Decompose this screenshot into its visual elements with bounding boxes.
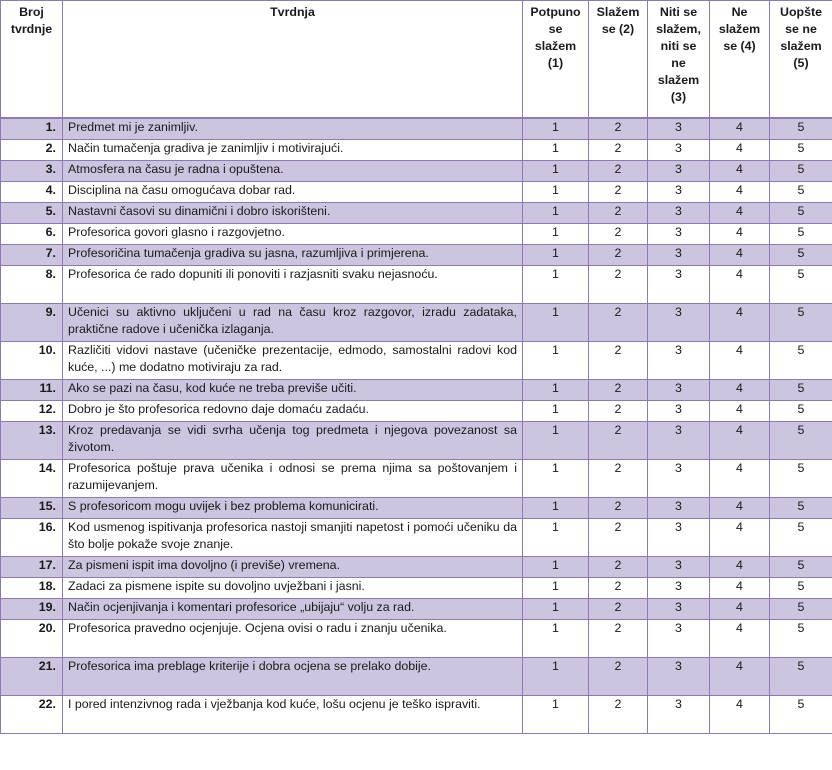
table-row [1, 161, 832, 182]
statement-text: Ako se pazi na času, kod kuće ne treba previše učiti. [63, 380, 523, 401]
scale-option-3: 3 [648, 401, 710, 422]
scale-option-5: 5 [770, 401, 832, 422]
statement-text: S profesoricom mogu uvijek i bez problema komunicirati. [63, 498, 523, 519]
statement-number: 13. [1, 422, 63, 460]
scale-option-1: 1 [523, 224, 589, 245]
scale-option-1: 1 [523, 304, 589, 342]
scale-option-2: 2 [589, 422, 648, 460]
statement-text: I pored intenzivnog rada i vježbanja kod kuće, lošu ocjenu je teško ispraviti. [63, 696, 523, 734]
scale-option-4: 4 [710, 224, 770, 245]
statement-number: 2. [1, 140, 63, 161]
header-scale-2: Slažem se (2) [589, 1, 648, 119]
scale-option-4: 4 [710, 342, 770, 380]
scale-option-4: 4 [710, 182, 770, 203]
table-row [1, 266, 832, 304]
scale-option-3: 3 [648, 203, 710, 224]
table-row [1, 380, 832, 401]
scale-option-2: 2 [589, 401, 648, 422]
header-scale-4: Ne slažem se (4) [710, 1, 770, 119]
scale-option-3: 3 [648, 380, 710, 401]
scale-option-5: 5 [770, 380, 832, 401]
statement-number: 6. [1, 224, 63, 245]
table-row [1, 599, 832, 620]
scale-option-3: 3 [648, 266, 710, 304]
scale-option-2: 2 [589, 118, 648, 140]
scale-option-1: 1 [523, 266, 589, 304]
statement-number: 12. [1, 401, 63, 422]
scale-option-1: 1 [523, 118, 589, 140]
scale-option-4: 4 [710, 140, 770, 161]
statement-text: Profesorica će rado dopuniti ili ponoviti i razjasniti svaku nejasnoću. [63, 266, 523, 304]
scale-option-3: 3 [648, 182, 710, 203]
scale-option-1: 1 [523, 578, 589, 599]
table-row [1, 460, 832, 498]
scale-option-4: 4 [710, 161, 770, 182]
scale-option-5: 5 [770, 578, 832, 599]
scale-option-3: 3 [648, 599, 710, 620]
scale-option-2: 2 [589, 696, 648, 734]
scale-option-5: 5 [770, 304, 832, 342]
statement-number: 21. [1, 658, 63, 696]
header-statement-number: Broj tvrdnje [1, 1, 63, 119]
table-header [1, 1, 832, 119]
scale-option-2: 2 [589, 380, 648, 401]
scale-option-4: 4 [710, 118, 770, 140]
table-row [1, 696, 832, 734]
scale-option-4: 4 [710, 557, 770, 578]
table-row [1, 557, 832, 578]
scale-option-4: 4 [710, 401, 770, 422]
scale-option-3: 3 [648, 118, 710, 140]
scale-option-5: 5 [770, 140, 832, 161]
scale-option-5: 5 [770, 266, 832, 304]
table-row [1, 245, 832, 266]
header-statement: Tvrdnja [63, 1, 523, 119]
scale-option-3: 3 [648, 245, 710, 266]
scale-option-2: 2 [589, 578, 648, 599]
statement-number: 9. [1, 304, 63, 342]
scale-option-4: 4 [710, 266, 770, 304]
table-row [1, 422, 832, 460]
scale-option-5: 5 [770, 203, 832, 224]
scale-option-1: 1 [523, 380, 589, 401]
scale-option-4: 4 [710, 460, 770, 498]
scale-option-5: 5 [770, 422, 832, 460]
table-row [1, 620, 832, 658]
scale-option-2: 2 [589, 182, 648, 203]
scale-option-2: 2 [589, 658, 648, 696]
scale-option-2: 2 [589, 620, 648, 658]
statement-text: Profesorica poštuje prava učenika i odnosi se prema njima sa poštovanjem i razumijevanjem. [63, 460, 523, 498]
statement-number: 19. [1, 599, 63, 620]
scale-option-3: 3 [648, 519, 710, 557]
statement-text: Različiti vidovi nastave (učeničke prezentacije, edmodo, samostalni radovi kod kuće, ...) me dodatno motiviraju za rad. [63, 342, 523, 380]
scale-option-4: 4 [710, 422, 770, 460]
scale-option-5: 5 [770, 161, 832, 182]
statement-number: 10. [1, 342, 63, 380]
scale-option-5: 5 [770, 118, 832, 140]
table-row [1, 182, 832, 203]
statement-text: Disciplina na času omogućava dobar rad. [63, 182, 523, 203]
scale-option-1: 1 [523, 161, 589, 182]
scale-option-5: 5 [770, 599, 832, 620]
statement-text: Učenici su aktivno uključeni u rad na času kroz razgovor, izradu zadataka, praktične radove i učenička izlaganja. [63, 304, 523, 342]
scale-option-5: 5 [770, 342, 832, 380]
scale-option-1: 1 [523, 401, 589, 422]
statement-text: Atmosfera na času je radna i opuštena. [63, 161, 523, 182]
scale-option-4: 4 [710, 498, 770, 519]
statement-text: Za pismeni ispit ima dovoljno (i previše) vremena. [63, 557, 523, 578]
statement-number: 15. [1, 498, 63, 519]
statement-text: Način ocjenjivanja i komentari profesorice „ubijaju“ volju za rad. [63, 599, 523, 620]
statement-number: 7. [1, 245, 63, 266]
statement-text: Zadaci za pismene ispite su dovoljno uvježbani i jasni. [63, 578, 523, 599]
scale-option-3: 3 [648, 578, 710, 599]
table-row [1, 498, 832, 519]
scale-option-4: 4 [710, 519, 770, 557]
scale-option-1: 1 [523, 422, 589, 460]
statement-text: Način tumačenja gradiva je zanimljiv i motivirajući. [63, 140, 523, 161]
table-row [1, 203, 832, 224]
scale-option-5: 5 [770, 519, 832, 557]
scale-option-5: 5 [770, 460, 832, 498]
statement-number: 22. [1, 696, 63, 734]
scale-option-1: 1 [523, 140, 589, 161]
scale-option-1: 1 [523, 182, 589, 203]
scale-option-5: 5 [770, 498, 832, 519]
table-row [1, 118, 832, 140]
scale-option-3: 3 [648, 422, 710, 460]
statement-number: 3. [1, 161, 63, 182]
scale-option-4: 4 [710, 696, 770, 734]
scale-option-3: 3 [648, 460, 710, 498]
statement-number: 1. [1, 118, 63, 140]
scale-option-3: 3 [648, 498, 710, 519]
scale-option-2: 2 [589, 342, 648, 380]
scale-option-5: 5 [770, 696, 832, 734]
statement-number: 5. [1, 203, 63, 224]
scale-option-1: 1 [523, 658, 589, 696]
scale-option-1: 1 [523, 498, 589, 519]
scale-option-4: 4 [710, 304, 770, 342]
statement-text: Dobro je što profesorica redovno daje domaću zadaću. [63, 401, 523, 422]
scale-option-5: 5 [770, 224, 832, 245]
scale-option-1: 1 [523, 519, 589, 557]
statement-text: Profesorica pravedno ocjenjuje. Ocjena ovisi o radu i znanju učenika. [63, 620, 523, 658]
statement-number: 20. [1, 620, 63, 658]
table-row [1, 658, 832, 696]
statement-number: 16. [1, 519, 63, 557]
header-scale-3: Niti se slažem, niti se ne slažem (3) [648, 1, 710, 119]
table-row [1, 519, 832, 557]
header-scale-1: Potpuno se slažem (1) [523, 1, 589, 119]
scale-option-2: 2 [589, 460, 648, 498]
statement-number: 11. [1, 380, 63, 401]
scale-option-2: 2 [589, 161, 648, 182]
scale-option-3: 3 [648, 557, 710, 578]
scale-option-5: 5 [770, 557, 832, 578]
scale-option-2: 2 [589, 304, 648, 342]
scale-option-1: 1 [523, 342, 589, 380]
table-body [1, 118, 832, 734]
scale-option-3: 3 [648, 658, 710, 696]
scale-option-4: 4 [710, 658, 770, 696]
statement-text: Predmet mi je zanimljiv. [63, 118, 523, 140]
table-row [1, 342, 832, 380]
scale-option-3: 3 [648, 304, 710, 342]
scale-option-4: 4 [710, 578, 770, 599]
scale-option-1: 1 [523, 696, 589, 734]
statement-text: Kroz predavanja se vidi svrha učenja tog predmeta i njegova povezanost sa životom. [63, 422, 523, 460]
table-row [1, 304, 832, 342]
scale-option-4: 4 [710, 599, 770, 620]
scale-option-2: 2 [589, 245, 648, 266]
scale-option-2: 2 [589, 599, 648, 620]
scale-option-4: 4 [710, 380, 770, 401]
scale-option-2: 2 [589, 140, 648, 161]
scale-option-1: 1 [523, 203, 589, 224]
scale-option-2: 2 [589, 224, 648, 245]
scale-option-1: 1 [523, 557, 589, 578]
statement-text: Profesoričina tumačenja gradiva su jasna, razumljiva i primjerena. [63, 245, 523, 266]
scale-option-2: 2 [589, 203, 648, 224]
scale-option-1: 1 [523, 460, 589, 498]
scale-option-4: 4 [710, 245, 770, 266]
table-row [1, 578, 832, 599]
statement-number: 14. [1, 460, 63, 498]
statement-text: Profesorica govori glasno i razgovjetno. [63, 224, 523, 245]
statement-text: Profesorica ima preblage kriterije i dobra ocjena se prelako dobije. [63, 658, 523, 696]
table-row [1, 401, 832, 422]
scale-option-5: 5 [770, 245, 832, 266]
scale-option-3: 3 [648, 342, 710, 380]
scale-option-5: 5 [770, 620, 832, 658]
statement-number: 8. [1, 266, 63, 304]
statement-text: Kod usmenog ispitivanja profesorica nastoji smanjiti napetost i pomoći učeniku da što bolje pokaže svoje znanje. [63, 519, 523, 557]
scale-option-3: 3 [648, 224, 710, 245]
scale-option-1: 1 [523, 599, 589, 620]
scale-option-2: 2 [589, 498, 648, 519]
scale-option-3: 3 [648, 140, 710, 161]
scale-option-3: 3 [648, 696, 710, 734]
scale-option-1: 1 [523, 620, 589, 658]
scale-option-1: 1 [523, 245, 589, 266]
scale-option-4: 4 [710, 620, 770, 658]
scale-option-3: 3 [648, 620, 710, 658]
statement-text: Nastavni časovi su dinamični i dobro iskorišteni. [63, 203, 523, 224]
scale-option-5: 5 [770, 182, 832, 203]
table-row [1, 140, 832, 161]
statement-number: 4. [1, 182, 63, 203]
scale-option-4: 4 [710, 203, 770, 224]
scale-option-2: 2 [589, 519, 648, 557]
statement-number: 18. [1, 578, 63, 599]
table-row [1, 224, 832, 245]
statement-number: 17. [1, 557, 63, 578]
scale-option-3: 3 [648, 161, 710, 182]
scale-option-2: 2 [589, 266, 648, 304]
scale-option-2: 2 [589, 557, 648, 578]
header-scale-5: Uopšte se ne slažem (5) [770, 1, 832, 119]
scale-option-5: 5 [770, 658, 832, 696]
